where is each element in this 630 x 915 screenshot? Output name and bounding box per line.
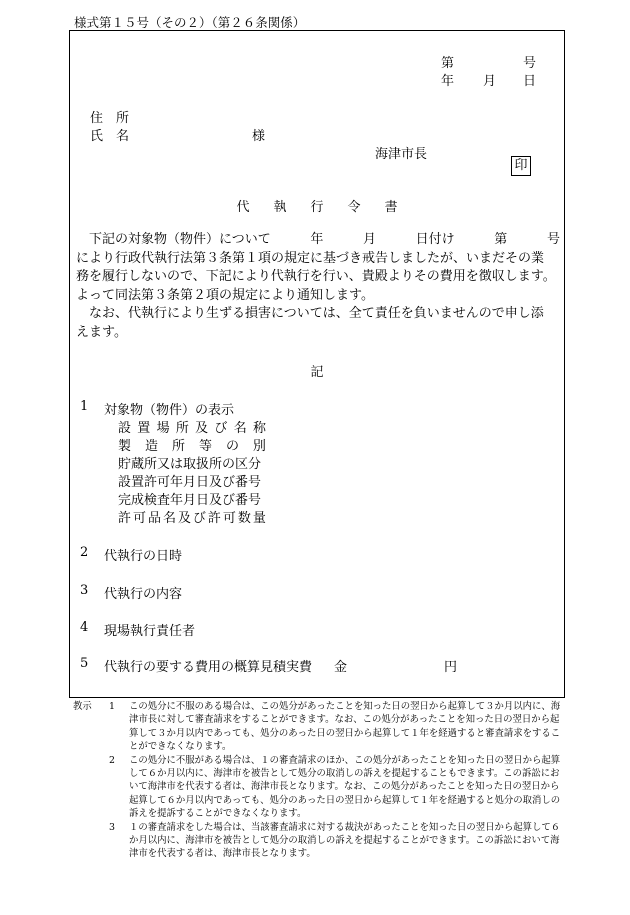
doc-number-prefix: 第 bbox=[441, 56, 455, 71]
date-year: 年 bbox=[441, 74, 455, 89]
sub-char: 別 bbox=[252, 439, 266, 454]
notice-heading: 教示 bbox=[73, 701, 92, 712]
body-line: なお、代執行により生ずる損害については、全て責任を負いませんので申し添 bbox=[76, 306, 544, 322]
sub-char: 所 bbox=[175, 421, 189, 436]
body-fragment: 日付け bbox=[415, 232, 455, 247]
item-label: 代執行の内容 bbox=[104, 587, 183, 602]
sub-char: 設 bbox=[118, 421, 132, 436]
issuer-title: 海津市長 bbox=[375, 147, 428, 162]
seal-mark: 印 bbox=[511, 156, 531, 176]
sub-char: 等 bbox=[198, 439, 212, 454]
sub-item-permit-date: 設置許可年月日及び番号 bbox=[118, 475, 262, 490]
form-number-label: 様式第１５号（その２）（第２６条関係） bbox=[74, 15, 306, 30]
sub-char: び bbox=[214, 421, 228, 436]
body-fragment: 年 bbox=[310, 232, 324, 247]
notice-number: 2 bbox=[109, 754, 115, 766]
title-char: 執 bbox=[273, 200, 287, 215]
sub-char: 品 bbox=[147, 511, 161, 526]
sub-char: 及 bbox=[177, 511, 191, 526]
title-char: 行 bbox=[310, 200, 324, 215]
body-fragment: 下記の対象物（物件）について bbox=[76, 232, 271, 247]
sub-char: 造 bbox=[144, 439, 158, 454]
date-month: 月 bbox=[483, 74, 497, 89]
sub-char: 場 bbox=[156, 421, 170, 436]
body-line: により行政代執行法第３条第１項の規定に基づき戒告しましたが、いまだその業 bbox=[76, 250, 545, 266]
sub-char: 許 bbox=[207, 511, 221, 526]
body-line: 務を履行しないので、下記により代執行を行い、貴殿よりその費用を徴収します。 bbox=[76, 269, 556, 285]
body-line: えます。 bbox=[76, 324, 127, 340]
appeal-notice bbox=[73, 700, 567, 861]
date-day: 日 bbox=[523, 74, 537, 89]
sub-char: 許 bbox=[118, 511, 132, 526]
sub-char: び bbox=[192, 511, 206, 526]
sub-item-inspection-date: 完成検査年月日及び番号 bbox=[118, 493, 262, 508]
sub-char: の bbox=[225, 439, 239, 454]
notice-item bbox=[73, 754, 567, 821]
sub-item-facility-type bbox=[118, 435, 266, 454]
item-number: 4 bbox=[80, 620, 89, 635]
item-number: 3 bbox=[80, 583, 89, 598]
notice-item bbox=[73, 821, 567, 861]
sub-char: 所 bbox=[171, 439, 185, 454]
item-number: 5 bbox=[80, 656, 89, 671]
sub-item-permit-goods bbox=[118, 507, 266, 526]
title-char: 書 bbox=[384, 200, 398, 215]
sub-char: 可 bbox=[222, 511, 236, 526]
title-char: 令 bbox=[347, 200, 361, 215]
body-line: よって同法第３条第２項の規定により通知します。 bbox=[76, 287, 374, 303]
sub-char: 量 bbox=[252, 511, 266, 526]
document-title bbox=[70, 196, 564, 215]
notice-text: この処分に不服のある場合は、この処分があったことを知った日の翌日から起算して３か月以内に、海津市長に対して審査請求をすることができます。なお、この処分があったことを知った日の翌日から起算して３か月以内であっても、処分のあった日の翌日から起算して１年を経過すると審査請求をすることができなくなります。 bbox=[129, 701, 561, 753]
sub-char: 称 bbox=[252, 421, 266, 436]
sub-char: 名 bbox=[233, 421, 247, 436]
notice-item bbox=[73, 700, 567, 754]
sub-item-classification: 貯蔵所又は取扱所の区分 bbox=[118, 457, 262, 472]
sub-char: 可 bbox=[132, 511, 146, 526]
item-label: 代執行の日時 bbox=[104, 549, 183, 564]
notice-number: 1 bbox=[109, 701, 115, 712]
item-label: 対象物（物件）の表示 bbox=[104, 403, 235, 418]
item-number: 1 bbox=[80, 399, 89, 414]
sub-item-location bbox=[118, 417, 266, 436]
address-label: 住 所 bbox=[90, 111, 130, 126]
body-fragment: 第 bbox=[494, 232, 508, 247]
cost-kin: 金 bbox=[334, 660, 348, 675]
notice-text: １の審査請求をした場合は、当該審査請求に対する裁決があったことを知った日の翌日から起算して６か月以内に、海津市を被告として処分の取消しの訴えを提起することができます。この訴訟において海津市を代表する者は、海津市長となります。 bbox=[129, 821, 561, 860]
notice-text: この処分に不服がある場合は、１の審査請求のほか、この処分があったことを知った日の翌日から起算して６か月以内に、海津市を被告として処分の取消しの訴えを提起することもできます。この訴訟において海津市を代表する者は、海津市長となります。なお、この処分があったことを知った日の翌日から起算して６か月以内であっても、処分のあった日の翌日から起算して１年を経過すると処分の取消しの訴えを提訴することができなくなります。 bbox=[129, 754, 561, 820]
sub-char: 数 bbox=[237, 511, 251, 526]
body-fragment: 号 bbox=[546, 232, 560, 247]
ki-heading: 記 bbox=[310, 365, 324, 380]
honorific-sama: 様 bbox=[252, 129, 266, 144]
notice-number: 3 bbox=[109, 821, 115, 833]
sub-char: 名 bbox=[162, 511, 176, 526]
body-line bbox=[76, 231, 560, 250]
body-fragment: 月 bbox=[363, 232, 377, 247]
item-label: 現場執行責任者 bbox=[104, 624, 196, 639]
sub-char: 及 bbox=[195, 421, 209, 436]
body-paragraph bbox=[76, 231, 560, 343]
sub-char: 置 bbox=[137, 421, 151, 436]
item-label: 代執行の要する費用の概算見積実費 bbox=[104, 660, 313, 675]
sub-char: 製 bbox=[118, 439, 132, 454]
title-char: 代 bbox=[236, 200, 250, 215]
name-label: 氏 名 bbox=[90, 129, 130, 144]
item-number: 2 bbox=[80, 545, 89, 560]
doc-number-suffix: 号 bbox=[523, 56, 537, 71]
cost-yen: 円 bbox=[444, 660, 458, 675]
